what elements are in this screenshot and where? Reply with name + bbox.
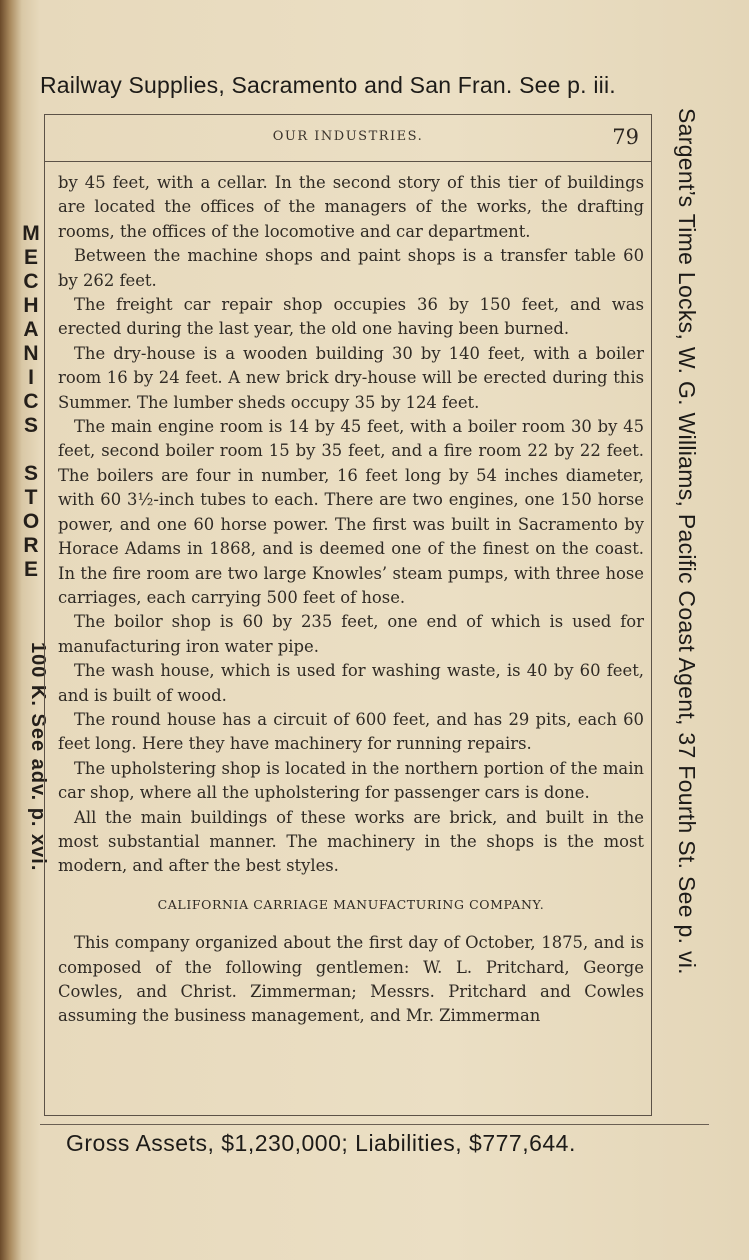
- right-margin-advertisement: Sargent’s Time Locks, W. G. Williams, Pacific Coast Agent, 37 Fourth St. See p. vi.: [674, 108, 700, 975]
- left-letter: E: [23, 558, 38, 581]
- paragraph: All the main buildings of these works are brick, and built in the most substantial manner. The machinery in the shops is the most modern, and after the best styles.: [58, 807, 644, 876]
- left-margin-advertisement: [14, 222, 48, 1022]
- left-letter: S: [23, 462, 38, 485]
- running-head: [45, 127, 651, 151]
- left-letter: I: [28, 366, 34, 389]
- article-body: [58, 171, 644, 1029]
- paragraph: The main engine room is 14 by 45 feet, with a boiler room 30 by 45 feet, second boiler room 15 by 35 feet, and a fire room 22 by 22 feet. The boilers are four in number, 16 feet long by 54 inches diameter, with 60 3½-inch tubes to each. There are two engines, one 150 horse power, and one 60 horse power. The first was built in Sacramento by Horace Adams in 1868, and is deemed one of the finest on the coast. In the fire room are two large Knowles’ steam pumps, with three hose carriages, each carrying 500 feet of hose.: [58, 417, 644, 607]
- paragraph: The wash house, which is used for washing waste, is 40 by 60 feet, and is built of wood.: [58, 661, 644, 705]
- left-letter: O: [22, 510, 40, 533]
- left-letter: M: [22, 222, 40, 245]
- page-frame: [44, 114, 652, 1116]
- left-letter: H: [23, 294, 39, 317]
- header-rule: [45, 161, 651, 162]
- left-letter-gap: [14, 438, 48, 462]
- page-number: 79: [612, 125, 639, 149]
- paragraph: The upholstering shop is located in the northern portion of the main car shop, where all the upholstering for passenger cars is done.: [58, 758, 644, 803]
- left-letter: C: [23, 390, 39, 413]
- left-letter: N: [23, 342, 39, 365]
- left-letter: R: [23, 534, 39, 557]
- section-heading: CALIFORNIA CARRIAGE MANUFACTURING COMPANY.: [157, 896, 545, 912]
- left-margin-rotated-text: 100 K. See adv. p. xvi.: [27, 642, 49, 872]
- left-margin-stacked-text: [14, 222, 48, 582]
- running-head-title: OUR INDUSTRIES.: [272, 129, 424, 144]
- paragraph: The boilor shop is 60 by 235 feet, one end of which is used for manufacturing iron water pipe.: [58, 612, 644, 656]
- paragraph: The freight car repair shop occupies 36 by 150 feet, and was erected during the last year, the old one having been burned.: [58, 295, 644, 339]
- paragraph: The round house has a circuit of 600 feet, and has 29 pits, each 60 feet long. Here they have machinery for running repairs.: [58, 709, 644, 754]
- footer-rule: [40, 1124, 709, 1125]
- left-letter: A: [23, 318, 39, 341]
- left-letter: C: [23, 270, 39, 293]
- paragraph: The dry-house is a wooden building 30 by 140 feet, with a boiler room 16 by 24 feet. A new brick dry-house will be erected during this Summer. The lumber sheds occupy 35 by 124 feet.: [58, 343, 644, 412]
- paragraph: This company organized about the first day of October, 1875, and is composed of the following gentlemen: W. L. Pritchard, George Cowles, and Christ. Zimmerman; Messrs. Pritchard and Cowles assuming the business management, and Mr. Zimmerman: [58, 933, 644, 1026]
- footer-advertisement: Gross Assets, $1,230,000; Liabilities, $777,644.: [66, 1130, 576, 1156]
- header-advertisement: Railway Supplies, Sacramento and San Fran. See p. iii.: [40, 72, 616, 98]
- paragraph: Between the machine shops and paint shops is a transfer table 60 by 262 feet.: [58, 246, 644, 290]
- left-letter: S: [23, 414, 38, 437]
- paragraph: by 45 feet, with a cellar. In the second story of this tier of buildings are located the offices of the managers of the works, the drafting rooms, the offices of the locomotive and car department.: [58, 173, 644, 241]
- left-letter: E: [23, 246, 38, 269]
- left-letter: T: [24, 486, 38, 509]
